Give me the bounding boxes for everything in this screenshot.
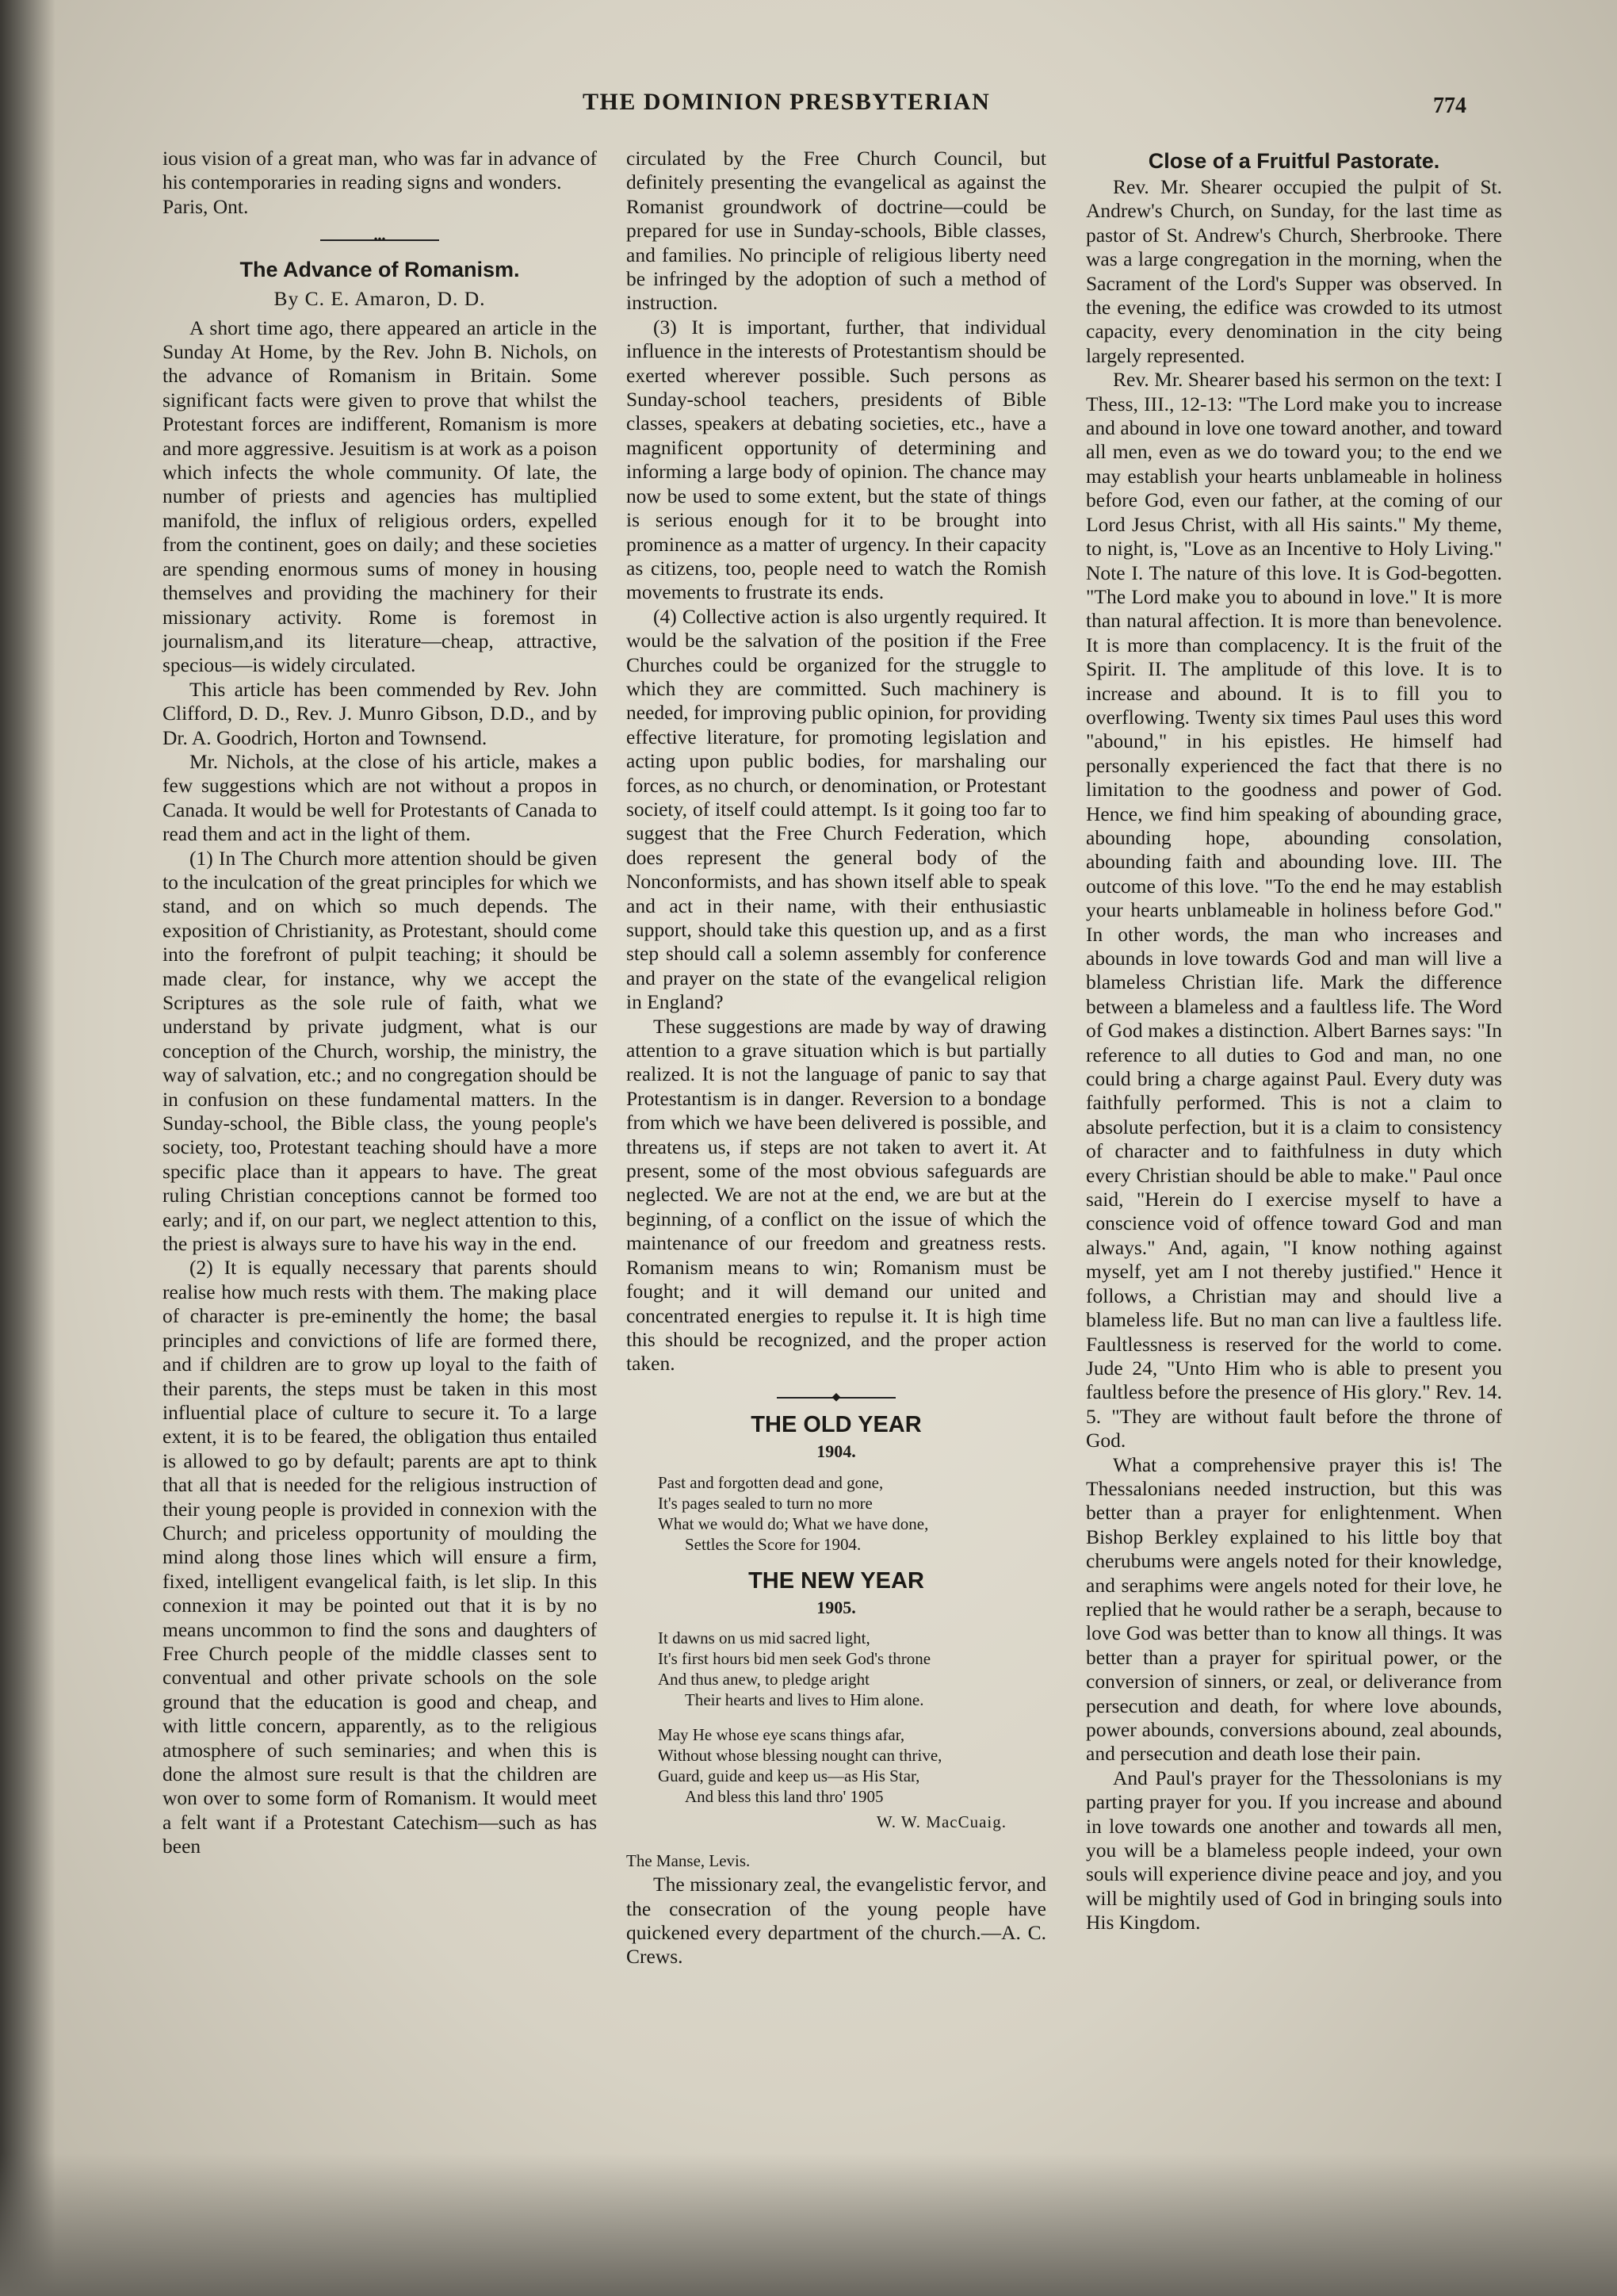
poem-line: It dawns on us mid sacred light, [658, 1628, 870, 1648]
article-paragraph: Rev. Mr. Shearer based his sermon on the text: I Thess, III., 12-13: "The Lord make you to increase and abound in love one toward another, and toward all men, even as we do toward you; to the end we may establish your hearts unblameable in holiness before God, even our father, at the coming of our Lord Jesus Christ, with all His saints." My theme, to night, is, "Love as an Incentive to Holy Living." Note I. The nature of this love. It is God-begotten. "The Lord make you to abound in love." It is more than natural affection. It is more than benevolence. It is more than complacency. It is the fruit of the Spirit. II. The amplitude of this love. It is to increase and abound. It is to fill you to overflowing. Twenty six times Paul uses this word "abound," in his epistles. He himself had personally experienced the fact that there is no limitation to the goodness and power of God. Hence, we find him speaking of abounding grace, abounding hope, abounding consolation, abounding faith and abounding love. III. The outcome of this love. "To the end he may establish your hearts unblameable in holiness before God." In other words, the man who increases and abounds in love towards God and man will live a blameless Christian life. Mark the difference between a blameless and a faultless life. The Word of God makes a distinction. Albert Barnes says: "In reference to all duties to God and man, no one could bring a charge against Paul. Every duty was faithfully performed. This is not a claim to absolute perfection, but it is a claim to consistency of character and to faithfulness in duty which every Christian should be able to make." Paul once said, "Herein do I exercise myself to have a conscience void of offence toward God and man always." And, again, "I know nothing against myself, yet am I not thereby justified." Hence it follows, a Christian may and should live a blameless life. But no man can live a faultless life. Faultlessness is reserved for the world to come. Jude 24, "Unto Him who is able to present you faultless before the presence of His glory." Rev. 14. 5. "They are without fault before the throne of God. [1086, 368, 1502, 1452]
column-3 [1086, 147, 1502, 1935]
article-paragraph: These suggestions are made by way of drawing attention to a grave situation which is but partially realized. It is not the language of panic to say that Protestantism is in danger. Reversion to a bondage from which we have been delivered is possible, and threatens us, if steps are not taken to avert it. At present, some of the most obvious safeguards are neglected. We are not at the end, we are but at the beginning, of a conflict on the issue of which the maintenance of our freedom and greatness rests. Romanism means to win; Romanism must be fought; and it will demand our united and concentrated energies to repulse it. It is high time this should be recognized, and the proper action taken. [626, 1014, 1046, 1376]
poem-line: Without whose blessing nought can thrive, [658, 1746, 942, 1766]
article-paragraph: What a comprehensive prayer this is! The Thessalonians needed instruction, but this was better than a prayer for enlightenment. When Bishop Berkley explained to his little boy that cherubums were angels noted for their knowledge, and seraphims were angels noted for their love, he replied that he would rather be a seraph, because to love God was better than to know all things. It was better than a prayer for spiritual power, or the conversion of sinners, or zeal, or deliverance from persecution and death, for where love abounds, power abounds, conversions abound, zeal abounds, and persecution and death lose their pain. [1086, 1452, 1502, 1766]
article-paragraph: (4) Collective action is also urgently required. It would be the salvation of the position if the Free Churches could be organized for the struggle to which they are committed. Such machinery is needed, for improving public opinion, for providing effective literature, for promoting legislation and acting upon public bodies, for marshaling our forces, as no church, or denomination, or Protestant society, of itself could attempt. Is it going too far to suggest that the Free Church Federation, which does represent the general body of the Nonconformists, and has shown itself able to speak and act in their name, with their enthusiastic support, should take this question up, and as a first step should call a solemn assembly for conference and prayer on the state of the evangelical religion in England? [626, 604, 1046, 1014]
poem-line: Past and forgotten dead and gone, [658, 1472, 884, 1492]
page-number: 774 [1433, 94, 1466, 118]
poem-line: Guard, guide and keep us—as His Star, [658, 1766, 920, 1786]
poem-line: What we would do; What we have done, [658, 1513, 929, 1533]
column-1 [162, 147, 597, 1859]
article-paragraph: Rev. Mr. Shearer occupied the pulpit of St. Andrew's Church, on Sunday, for the last time as pastor of St. Andrew's Church, Sherbrooke. There was a large congregation in the morning, when the Sacrament of the Lord's Supper was observed. In the evening, the edifice was crowded to its utmost capacity, every denomination in the city being largely represented. [1086, 175, 1502, 367]
column-2 [626, 147, 1046, 1969]
section-divider: ◆ [777, 1397, 896, 1399]
article-paragraph: (1) In The Church more attention should be given to the inculcation of the great principles for which we stand, and on which so much depends. The exposition of Christianity, as Protestant, should come into the forefront of pulpit teaching; it should be made clear, for instance, why we accept the Scriptures as the sole rule of faith, what we understand by private judgment, what is our conception of the Church, worship, the ministry, the way of salvation, etc.; and no congregation should be in confusion on these fundamental matters. In the Sunday-school, the Bible class, the young people's society, too, Protestant teaching should have a more specific place than it appears to have. The great ruling Christian conceptions cannot be formed too early; and if, on our part, we neglect attention to this, the priest is always sure to have his way in the end. [162, 846, 597, 1256]
article-paragraph: (3) It is important, further, that individual influence in the interests of Protestantism should be exerted wherever possible. Such persons as Sunday-school teachers, presidents of Bible classes, speakers at debating societies, etc., have a magnificent opportunity of determining and informing a large body of opinion. The chance may now be used to some extent, but the state of things is serious enough for it to be brought into prominence as a matter of urgency. In their capacity as citizens, too, people need to watch the Romish movements to frustrate its ends. [626, 315, 1046, 604]
poem-year-old: 1904. [816, 1441, 856, 1462]
article-byline: By C. E. Amaron, D. D. [273, 287, 486, 311]
page-shadow-left [0, 0, 55, 2296]
section-divider: ••• [320, 239, 439, 241]
article-paragraph: (2) It is equally necessary that parents should realise how much rests with them. The making place of character is pre-eminently the home; the basal principles and convictions of life are formed there, and if children are to grow up loyal to the faith of their parents, the steps must be taken in this most influential place of culture to secure it. To a large extent, it is to be feared, the obligation thus entailed is allowed to go by default; parents are apt to think that all that is needed for the religious instruction of their young people is provided in connexion with the Church; and priceless opportunity of moulding the mind along those lines which will ensure a firm, fixed, intelligent evangelical faith, is let slip. In this connexion it may be pointed out that it is by no means uncommon to find the sons and daughters of Free Church people of the middle classes sent to conventual and other private schools on the sole ground that the education is good and cheap, and with little concern, apparently, as to the religious atmosphere of such seminaries; and when this is done the almost sure result is that the children are won over to some form of Romanism. It would meet a felt want if a Protestant Catechism—such as has been [162, 1256, 597, 1858]
poem-line: And thus anew, to pledge aright [658, 1670, 870, 1689]
journal-title: THE DOMINION PRESBYTERIAN [583, 89, 991, 115]
poem-line: May He whose eye scans things afar, [658, 1725, 905, 1745]
place-line: Paris, Ont. [162, 194, 249, 218]
article-paragraph: A short time ago, there appeared an article in the Sunday At Home, by the Rev. John B. Nichols, on the advance of Romanism in Britain. Some significant facts were given to prove that whilst the Protestant forces are indifferent, Romanism is more and more aggressive. Jesuitism is at work as a poison which infects the whole community. Of late, the number of priests and agencies has multiplied manifold, the influx of religious orders, expelled from the continent, goes on daily; and these societies are spending enormous sums of money in housing themselves and providing the machinery for their missionary activity. Rome is foremost in journalism,and its literature—cheap, attractive, specious—is widely circulated. [162, 316, 597, 677]
article-paragraph: Mr. Nichols, at the close of his article, makes a few suggestions which are not without a propos in Canada. It would be well for Protestants of Canada to read them and act in the light of them. [162, 749, 597, 846]
poem-place: The Manse, Levis. [626, 1850, 751, 1870]
article-title-advance-of-romanism: The Advance of Romanism. [239, 258, 520, 282]
poem-title-old-year: THE OLD YEAR [751, 1411, 922, 1437]
article-paragraph: This article has been commended by Rev. John Clifford, D. D., Rev. J. Munro Gibson, D.D., and by Dr. A. Goodrich, Horton and Townsend. [162, 677, 597, 749]
article-paragraph: circulated by the Free Church Council, but definitely presenting the evangelical as against the Romanist groundwork of doctrine—could be prepared for use in Sunday-schools, Bible classes, and families. No principle of religious liberty need be infringed by the adoption of such a method of instruction. [626, 147, 1046, 315]
poem-line: Their hearts and lives to Him alone. [685, 1690, 924, 1710]
poem-title-new-year: THE NEW YEAR [748, 1567, 924, 1594]
poem-stanza [658, 1628, 1046, 1710]
poem-year-new: 1905. [816, 1597, 856, 1617]
poem-stanza [658, 1724, 1046, 1807]
poem-stanza-old-year [658, 1472, 1046, 1555]
poem-line: And bless this land thro' 1905 [685, 1787, 884, 1807]
poem-line: It's pages sealed to turn no more [658, 1493, 873, 1513]
page-header [0, 89, 1617, 124]
page-shadow-bottom [0, 2153, 1617, 2296]
article-title-close-of-pastorate: Close of a Fruitful Pastorate. [1148, 149, 1440, 173]
poem-signature: W. W. MacCuaig. [876, 1812, 1007, 1832]
poem-line: It's first hours bid men seek God's throne [658, 1649, 931, 1669]
continued-text: ious vision of a great man, who was far in advance of his contemporaries in reading signs and wonders. [162, 147, 597, 194]
quote-paragraph: The missionary zeal, the evangelistic fervor, and the consecration of the young people have quickened every department of the church.—A. C. Crews. [626, 1873, 1046, 1969]
poem-line: Settles the Score for 1904. [685, 1534, 862, 1554]
article-paragraph: And Paul's prayer for the Thessolonians is my parting prayer for you. If you increase and abound in love towards one another and towards all men, you will be a blameless people indeed, your own souls will experience divine peace and joy, and you will be mightily used of God in bringing souls into His Kingdom. [1086, 1766, 1502, 1934]
